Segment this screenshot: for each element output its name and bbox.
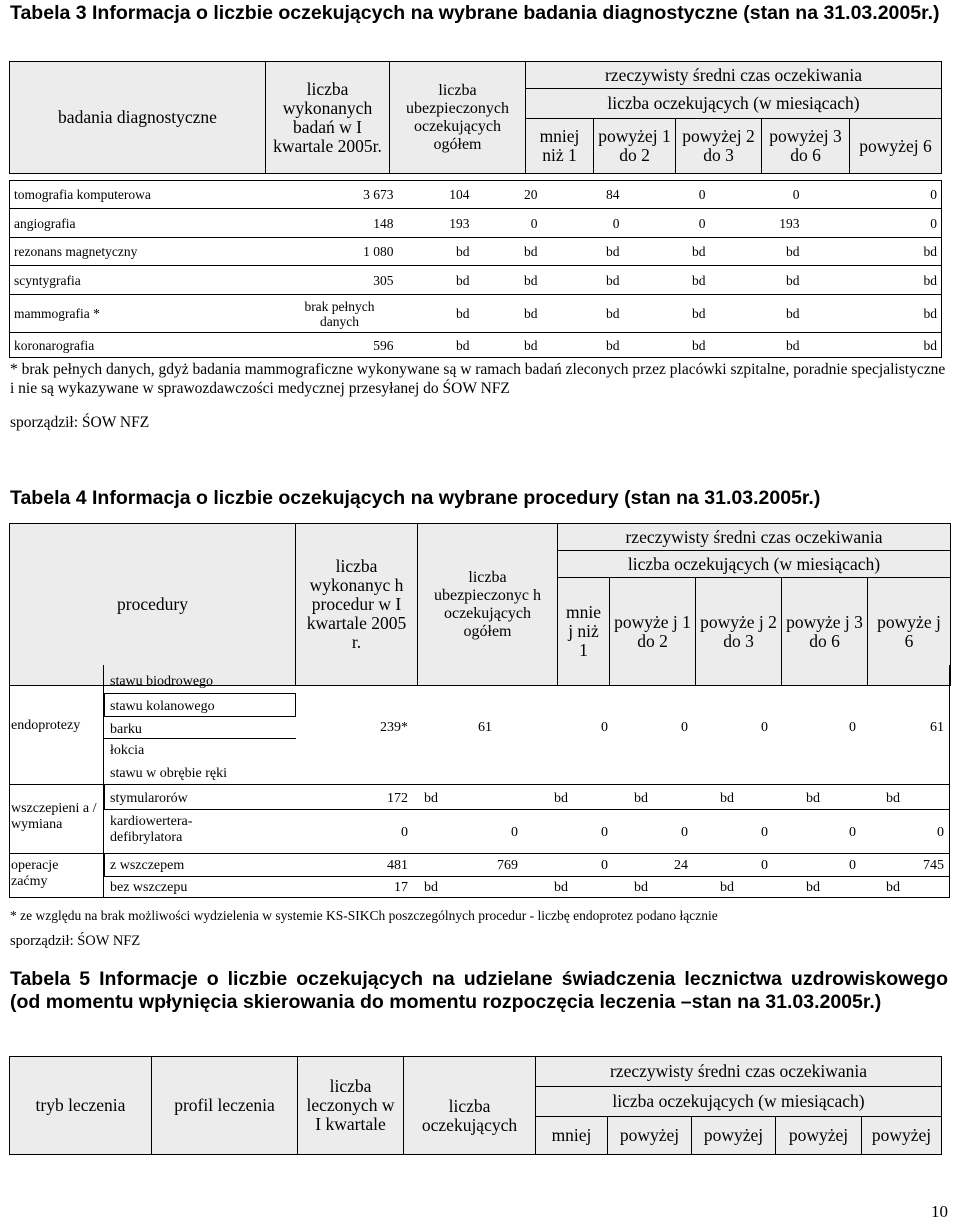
- t4-endo-value: 61: [930, 720, 944, 735]
- t3-header-procedure: badania diagnostyczne: [10, 62, 266, 174]
- t4-endo-total: 61: [478, 720, 492, 735]
- table3-caption: Tabela 3 Informacja o liczbie oczekujących na wybrane badania diagnostyczne (stan na 31.03.2005r.): [10, 2, 940, 24]
- t3-row-total: bd: [398, 266, 474, 295]
- t4-row-value: bd: [720, 880, 734, 895]
- t3-row-name: mammografia *: [10, 295, 266, 333]
- t4-row-total: 0: [511, 825, 518, 840]
- t4-group-endo: endoprotezy: [11, 718, 81, 733]
- t3-header-group: rzeczywisty średni czas oczekiwania: [526, 62, 942, 89]
- t5-header-mode: tryb leczenia: [10, 1057, 152, 1155]
- t3-row-value: bd: [542, 295, 624, 333]
- t3-row-value: bd: [474, 238, 542, 266]
- t3-row-done: 1 080: [266, 238, 398, 266]
- t4-endo-item: stawu biodrowego: [110, 674, 214, 689]
- t4-row-total: bd: [424, 791, 438, 806]
- t3-row-value: bd: [624, 333, 710, 358]
- t3-row-total: 193: [398, 209, 474, 238]
- t4-row-value: 0: [761, 825, 768, 840]
- t3-row-value: bd: [710, 238, 804, 266]
- t3-row-done: 305: [266, 266, 398, 295]
- t4-header-period: powyże j 3 do 6: [782, 578, 868, 686]
- t4-row-value: 0: [849, 858, 856, 873]
- t3-row-name: tomografia komputerowa: [10, 181, 266, 209]
- t5-header-period: powyżej: [692, 1117, 776, 1155]
- t4-row-value: bd: [720, 791, 734, 806]
- t4-endo-item: stawu kolanowego: [110, 699, 215, 714]
- t5-header-profile: profil leczenia: [152, 1057, 298, 1155]
- t4-row-done: 172: [387, 791, 408, 806]
- table5-header: [9, 1056, 942, 1155]
- t4-header-period: mnie j niż 1: [558, 578, 610, 686]
- t3-row-value: 0: [804, 209, 942, 238]
- t3-row-value: 0: [624, 181, 710, 209]
- t4-row-value: 0: [601, 858, 608, 873]
- t4-row-value: 0: [849, 825, 856, 840]
- t4-endo-item: stawu w obrębie ręki: [110, 766, 228, 781]
- t4-row-value: 24: [674, 858, 688, 873]
- t3-header-subgroup: liczba oczekujących (w miesiącach): [526, 89, 942, 119]
- t3-row-value: 0: [710, 181, 804, 209]
- t4-row-value: 0: [681, 825, 688, 840]
- t4-endo-done: 239*: [380, 720, 408, 735]
- table3-header: [9, 61, 942, 174]
- t5-header-group: rzeczywisty średni czas oczekiwania: [536, 1057, 942, 1087]
- t3-row-total: 104: [398, 181, 474, 209]
- t4-endo-item: barku: [110, 722, 142, 737]
- t4-endo-value: 0: [681, 720, 688, 735]
- t3-row-done: 596: [266, 333, 398, 358]
- t4-endo-value: 0: [601, 720, 608, 735]
- t3-row-value: bd: [624, 238, 710, 266]
- t3-row-value: 193: [710, 209, 804, 238]
- t4-row-value: bd: [554, 791, 568, 806]
- t4-row-value: 0: [937, 825, 944, 840]
- t3-header-period: powyżej 6: [850, 119, 942, 174]
- t3-row-done: brak pełnych danych: [266, 295, 398, 333]
- t4-header-subgroup: liczba oczekujących (w miesiącach): [558, 551, 951, 578]
- t3-header-performed: liczba wykonanych badań w I kwartale 2005r.: [266, 62, 390, 174]
- t4-row-name: stymularorów: [110, 791, 188, 806]
- t4-header-period: powyże j 1 do 2: [610, 578, 696, 686]
- t3-row-value: bd: [542, 333, 624, 358]
- t3-footnote: * brak pełnych danych, gdyż badania mammograficzne wykonywane są w ramach badań zleconych przez placówki szpitalne, poradnie specjalistyczne i nie są wykazywane w sprawozdawczości medycznej przesyłanej do ŚOW NFZ: [10, 361, 946, 397]
- t3-row-total: bd: [398, 333, 474, 358]
- t4-group-zacmy: operacje zaćmy: [11, 858, 59, 889]
- t5-header-period: mniej: [536, 1117, 608, 1155]
- t5-header-waiting: liczba oczekujących: [404, 1057, 536, 1155]
- t5-header-subgroup: liczba oczekujących (w miesiącach): [536, 1087, 942, 1117]
- t3-row-value: bd: [804, 266, 942, 295]
- t4-row-done: 481: [387, 858, 408, 873]
- t4-row-name: z wszczepem: [110, 858, 185, 873]
- t3-row-value: bd: [542, 266, 624, 295]
- t3-row-value: bd: [474, 266, 542, 295]
- t3-row-value: bd: [710, 333, 804, 358]
- t4-row-done: 0: [401, 825, 408, 840]
- t4-endo-item: łokcia: [110, 743, 145, 758]
- t3-row-value: bd: [624, 266, 710, 295]
- t3-row-value: bd: [474, 295, 542, 333]
- t4-header-insured-waiting: liczba ubezpieczonyc h oczekujących ogółem: [418, 524, 558, 686]
- t3-prepared-by: sporządził: ŚOW NFZ: [10, 414, 150, 431]
- t3-header-period: powyżej 2 do 3: [676, 119, 762, 174]
- t4-row-total: 769: [497, 858, 518, 873]
- t3-row-value: bd: [804, 238, 942, 266]
- t5-header-period: powyżej: [862, 1117, 942, 1155]
- t3-row-value: 0: [542, 209, 624, 238]
- t4-row-value: bd: [886, 880, 900, 895]
- t4-footnote: * ze względu na brak możliwości wydzielenia w systemie KS-SIKCh poszczególnych procedur - liczbę endoprotez podano łącznie: [10, 908, 718, 923]
- t4-prepared-by: sporządził: ŚOW NFZ: [10, 933, 141, 949]
- table5-caption: Tabela 5 Informacje o liczbie oczekujących na udzielane świadczenia lecznictwa uzdrowiskowego (od momentu wpłynięcia skierowania do momentu rozpoczęcia leczenia –stan na 31.03.2005r.): [10, 968, 948, 1013]
- t4-row-value: bd: [634, 791, 648, 806]
- t3-header-insured-waiting: liczba ubezpieczonych oczekujących ogółem: [390, 62, 526, 174]
- t3-row-value: 0: [474, 209, 542, 238]
- t3-row-value: 0: [804, 181, 942, 209]
- t4-row-name: bez wszczepu: [110, 880, 188, 895]
- table3-body: [9, 180, 942, 358]
- page-number: 10: [931, 1202, 948, 1221]
- t3-row-name: koronarografia: [10, 333, 266, 358]
- t5-header-treated: liczba leczonych w I kwartale: [298, 1057, 404, 1155]
- t3-row-value: 84: [542, 181, 624, 209]
- t5-header-period: powyżej: [608, 1117, 692, 1155]
- t3-row-value: bd: [710, 295, 804, 333]
- t4-header-procedure: procedury: [10, 524, 296, 686]
- t4-header-group: rzeczywisty średni czas oczekiwania: [558, 524, 951, 551]
- t3-row-value: 20: [474, 181, 542, 209]
- t4-header-performed: liczba wykonanyc h procedur w I kwartale 2005 r.: [296, 524, 418, 686]
- t4-row-value: 0: [601, 825, 608, 840]
- t3-row-value: bd: [624, 295, 710, 333]
- t3-row-total: bd: [398, 238, 474, 266]
- t4-row-value: bd: [806, 791, 820, 806]
- t4-row-value: 745: [923, 858, 944, 873]
- t3-row-value: 0: [624, 209, 710, 238]
- t4-group-wszcz: wszczepieni a / wymiana: [11, 801, 97, 832]
- t4-row-done: 17: [394, 880, 408, 895]
- t3-row-value: bd: [804, 295, 942, 333]
- t4-row-value: bd: [886, 791, 900, 806]
- t3-header-period: powyżej 1 do 2: [594, 119, 676, 174]
- t4-row-value: 0: [761, 858, 768, 873]
- t4-header-period: powyże j 2 do 3: [696, 578, 782, 686]
- t3-row-value: bd: [710, 266, 804, 295]
- table4-header: [9, 523, 951, 686]
- t3-row-name: scyntygrafia: [10, 266, 266, 295]
- t4-header-period: powyże j 6: [868, 578, 951, 686]
- t3-row-name: rezonans magnetyczny: [10, 238, 266, 266]
- t3-row-value: bd: [474, 333, 542, 358]
- t4-row-total: bd: [424, 880, 438, 895]
- t3-header-period: powyżej 3 do 6: [762, 119, 850, 174]
- t3-header-period: mniej niż 1: [526, 119, 594, 174]
- t4-row-name: kardiowertera-defibrylatora: [110, 814, 193, 845]
- t3-row-done: 3 673: [266, 181, 398, 209]
- t3-row-value: bd: [542, 238, 624, 266]
- t4-row-value: bd: [554, 880, 568, 895]
- t4-endo-value: 0: [761, 720, 768, 735]
- t4-endo-value: 0: [849, 720, 856, 735]
- table4-caption: Tabela 4 Informacja o liczbie oczekujących na wybrane procedury (stan na 31.03.2005r.): [10, 487, 821, 509]
- t3-row-value: bd: [804, 333, 942, 358]
- t3-row-done: 148: [266, 209, 398, 238]
- t4-row-value: bd: [634, 880, 648, 895]
- t5-header-period: powyżej: [776, 1117, 862, 1155]
- t3-row-name: angiografia: [10, 209, 266, 238]
- t4-row-value: bd: [806, 880, 820, 895]
- t3-row-total: bd: [398, 295, 474, 333]
